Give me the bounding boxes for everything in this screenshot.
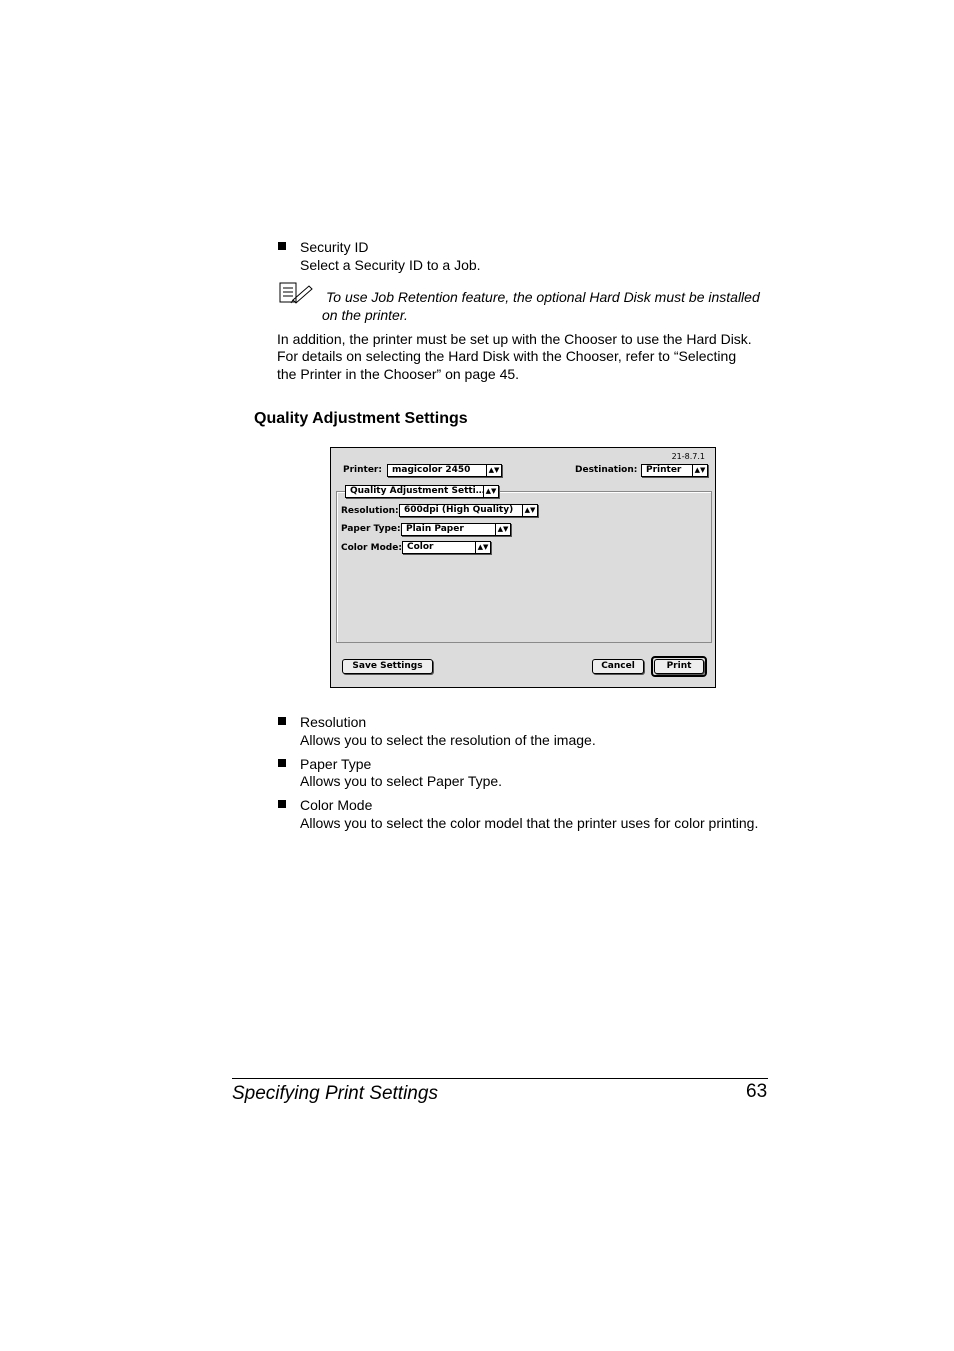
- bullet-marker: [278, 717, 286, 725]
- security-id-title: Security ID: [300, 239, 369, 255]
- destination-popup-value: Printer: [646, 465, 682, 475]
- bullet-marker: [278, 800, 286, 808]
- footer-divider: [232, 1078, 768, 1079]
- panel-popup[interactable]: [345, 485, 499, 498]
- resolution-label: Resolution:: [341, 506, 399, 516]
- bullet-marker: [278, 242, 286, 250]
- color-mode-popup[interactable]: [402, 541, 491, 554]
- color-mode-popup-value: Color: [407, 542, 434, 552]
- printer-popup[interactable]: [387, 464, 502, 477]
- resolution-item-title: Resolution: [300, 714, 367, 730]
- destination-label: Destination:: [575, 465, 638, 475]
- note-line-2: on the printer.: [322, 307, 408, 323]
- paper-type-popup-value: Plain Paper: [406, 524, 464, 534]
- updown-arrow-icon: ▲▼: [692, 465, 707, 476]
- resolution-item-desc: Allows you to select the resolution of the image.: [300, 732, 596, 748]
- color-mode-item-desc: Allows you to select the color model that the printer uses for color printing.: [300, 815, 759, 831]
- panel-popup-value: Quality Adjustment Setti…: [350, 486, 485, 496]
- print-dialog-screenshot: [330, 447, 716, 688]
- cancel-button[interactable]: Cancel: [592, 659, 644, 674]
- note-line-1: To use Job Retention feature, the optional Hard Disk must be installed: [326, 289, 760, 305]
- updown-arrow-icon: ▲▼: [475, 542, 490, 553]
- security-id-desc: Select a Security ID to a Job.: [300, 257, 481, 273]
- section-heading: Quality Adjustment Settings: [254, 410, 468, 427]
- save-settings-button[interactable]: Save Settings: [342, 659, 433, 674]
- printer-label: Printer:: [343, 465, 382, 475]
- paragraph-line-2: For details on selecting the Hard Disk with the Chooser, refer to “Selecting: [277, 348, 737, 364]
- note-pencil-icon: [279, 282, 313, 304]
- color-mode-label: Color Mode:: [341, 543, 402, 553]
- paper-type-popup[interactable]: [401, 523, 511, 536]
- updown-arrow-icon: ▲▼: [495, 524, 510, 535]
- paragraph-line-1: In addition, the printer must be set up with the Chooser to use the Hard Disk.: [277, 331, 752, 347]
- color-mode-item-title: Color Mode: [300, 797, 373, 813]
- updown-arrow-icon: ▲▼: [522, 505, 537, 516]
- resolution-popup[interactable]: [399, 504, 538, 517]
- paper-type-item-desc: Allows you to select Paper Type.: [300, 773, 503, 789]
- resolution-popup-value: 600dpi (High Quality): [404, 505, 514, 515]
- paper-type-item-title: Paper Type: [300, 756, 372, 772]
- printer-popup-value: magicolor 2450: [392, 465, 471, 475]
- paragraph-line-3: the Printer in the Chooser” on page 45.: [277, 366, 520, 382]
- updown-arrow-icon: ▲▼: [486, 465, 501, 476]
- version-label: 21-8.7.1: [671, 452, 705, 461]
- destination-popup[interactable]: [641, 464, 708, 477]
- page-number: 63: [746, 1081, 768, 1102]
- footer-title: Specifying Print Settings: [232, 1083, 438, 1104]
- updown-arrow-icon: ▲▼: [483, 486, 498, 497]
- paper-type-label: Paper Type:: [341, 524, 401, 534]
- print-button[interactable]: Print: [654, 659, 704, 674]
- bullet-marker: [278, 759, 286, 767]
